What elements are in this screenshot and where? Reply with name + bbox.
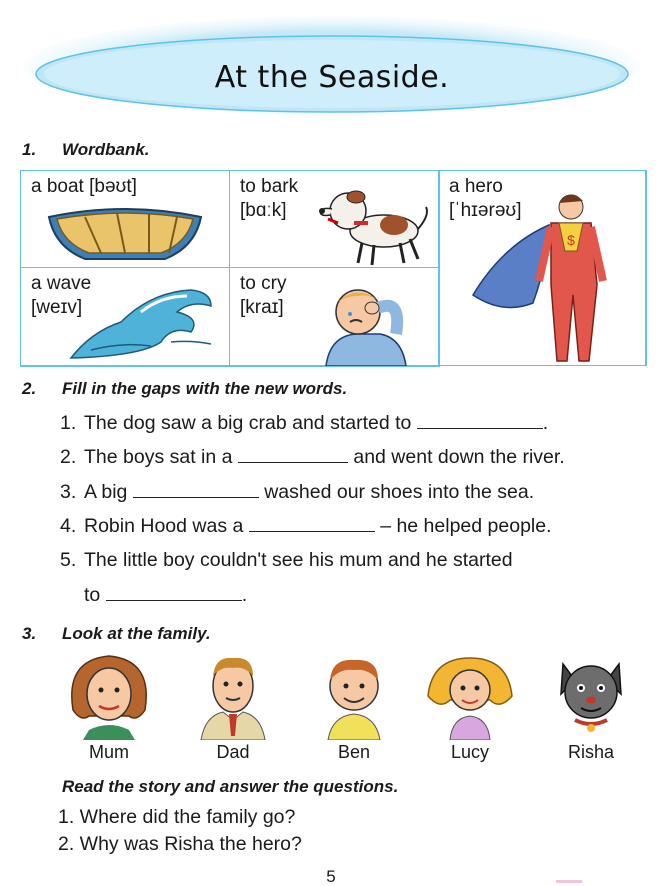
- word-label: a wave [weɪv]: [31, 273, 92, 318]
- dog-portrait: [541, 650, 641, 740]
- ben-portrait: [304, 650, 404, 740]
- sentence-4: 4. Robin Hood was a – he helped people.: [60, 515, 552, 537]
- section-number: 1.: [22, 140, 37, 159]
- wave-icon: [61, 282, 221, 362]
- mum-portrait: [59, 650, 159, 740]
- boat-icon: [45, 203, 205, 265]
- corner-mark: [556, 880, 582, 883]
- crying-boy-icon: [316, 278, 416, 366]
- dad-portrait: [183, 650, 283, 740]
- section-2-heading: [22, 379, 347, 399]
- sentence-5: 5. The little boy couldn't see his mum and he started: [60, 549, 513, 571]
- lucy-portrait: [420, 650, 520, 740]
- section-3-heading: [22, 624, 211, 644]
- wordbank-cell-hero: [438, 170, 647, 366]
- family-member-risha: [536, 650, 646, 762]
- wordbank-cell-bark: [229, 170, 440, 268]
- wordbank-table: [20, 170, 646, 366]
- sentence-2: 2. The boys sat in a and went down the river.: [60, 446, 565, 468]
- sentence-1: 1. The dog saw a big crab and started to .: [60, 412, 549, 434]
- section-title: Fill in the gaps with the new words.: [62, 379, 348, 398]
- family-name-label: Lucy: [450, 742, 490, 762]
- section-1-heading: [22, 140, 150, 160]
- family-name-label: Ben: [337, 742, 371, 762]
- answer-gap[interactable]: [249, 516, 375, 532]
- family-name-label: Dad: [216, 742, 250, 762]
- page-title: At the Seaside.: [214, 60, 450, 95]
- svg-text:$: $: [567, 232, 575, 248]
- title-banner: [22, 14, 642, 118]
- family-member-dad: [178, 650, 288, 762]
- dog-icon: [314, 185, 434, 267]
- family-member-lucy: [415, 650, 525, 762]
- family-name-label: Risha: [567, 742, 615, 762]
- question-1: 1. Where did the family go?: [58, 806, 296, 828]
- question-2: 2. Why was Risha the hero?: [58, 833, 302, 855]
- page-number: 5: [326, 867, 336, 886]
- word-label: to cry [kraɪ]: [240, 273, 287, 318]
- answer-gap[interactable]: [417, 413, 543, 429]
- section-title: Look at the family.: [62, 624, 211, 643]
- section-number: 2.: [22, 379, 37, 398]
- superhero-icon: [463, 185, 633, 365]
- sentence-5-continued: to .: [84, 584, 248, 606]
- section-number: 3.: [22, 624, 37, 643]
- answer-gap[interactable]: [238, 447, 348, 463]
- family-member-ben: [299, 650, 409, 762]
- word-label: to bark [bɑːk]: [240, 176, 299, 221]
- answer-gap[interactable]: [106, 585, 242, 601]
- wordbank-cell-boat: [20, 170, 230, 268]
- answer-gap[interactable]: [133, 482, 259, 498]
- wordbank-cell-wave: [20, 267, 230, 367]
- family-member-mum: [54, 650, 164, 762]
- word-label: a boat [bəʊt]: [31, 176, 137, 197]
- family-name-label: Mum: [89, 742, 129, 762]
- sentence-3: 3. A big washed our shoes into the sea.: [60, 481, 535, 503]
- word-label: a hero [ˈhɪərəʊ]: [449, 176, 522, 221]
- wordbank-cell-cry: [229, 267, 440, 367]
- section-title: Wordbank.: [62, 140, 150, 159]
- story-instruction: Read the story and answer the questions.: [62, 777, 399, 796]
